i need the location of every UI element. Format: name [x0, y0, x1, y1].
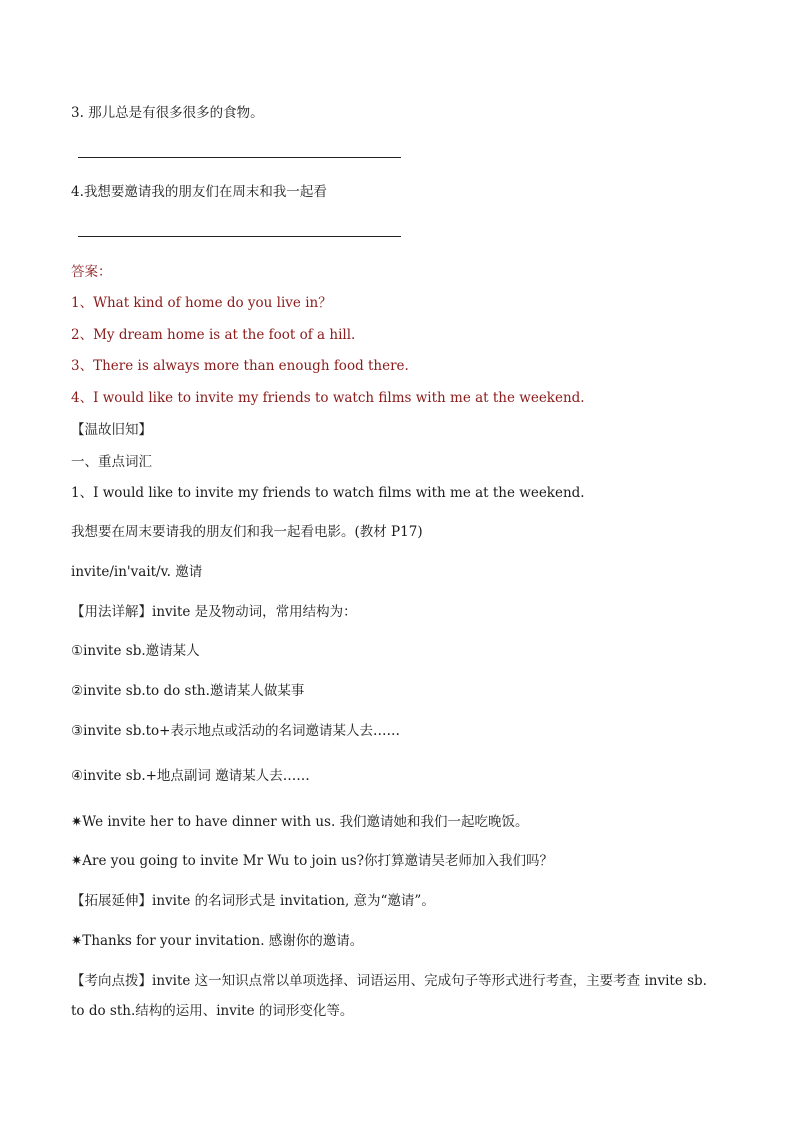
example-1: ✷We invite her to have dinner with us. 我们邀请她和我们一起吃晚饭。 [71, 814, 529, 830]
answer-blank-line-3 [78, 157, 401, 158]
exam-point: 【考向点拨】invite 这一知识点常以单项选择、词语运用、完成句子等形式进行考查，主要考查 invite sb. to do sth.结构的运用、invite 的词形变化等。 [71, 973, 707, 1019]
vocab-word: invite/in'vait/v. 邀请 [71, 564, 203, 580]
answer-3: 3、There is always more than enough food there. [71, 358, 409, 374]
usage-intro: 【用法详解】invite 是及物动词，常用结构为： [71, 604, 357, 620]
usage-item-2: ②invite sb.to do sth.邀请某人做某事 [71, 683, 305, 699]
question-3: 3. 那儿总是有很多很多的食物。 [71, 105, 264, 121]
answer-2: 2、My dream home is at the foot of a hill. [71, 327, 356, 343]
key-sentence-translation: 我想要在周末要请我的朋友们和我一起看电影。(教材 P17) [71, 524, 423, 540]
answer-4: 4、I would like to invite my friends to watch films with me at the weekend. [71, 390, 585, 406]
usage-item-1: ①invite sb.邀请某人 [71, 643, 200, 659]
section-title: 一、重点词汇 [71, 454, 152, 470]
answer-blank-line-4 [78, 236, 401, 237]
extension-note: 【拓展延伸】invite 的名词形式是 invitation, 意为“邀请”。 [71, 893, 435, 909]
review-heading: 【温故旧知】 [71, 422, 152, 438]
answers-heading: 答案： [71, 264, 112, 280]
example-2: ✷Are you going to invite Mr Wu to join us?你打算邀请吴老师加入我们吗？ [71, 853, 553, 869]
usage-item-3: ③invite sb.to+表示地点或活动的名词邀请某人去…… [71, 723, 400, 739]
usage-item-4: ④invite sb.+地点副词 邀请某人去…… [71, 768, 310, 784]
answer-1: 1、What kind of home do you live in？ [71, 295, 332, 311]
question-4: 4.我想要邀请我的朋友们在周末和我一起看 [71, 184, 327, 200]
key-sentence: 1、I would like to invite my friends to watch films with me at the weekend. [71, 485, 585, 501]
extension-example: ✷Thanks for your invitation. 感谢你的邀请。 [71, 933, 364, 949]
